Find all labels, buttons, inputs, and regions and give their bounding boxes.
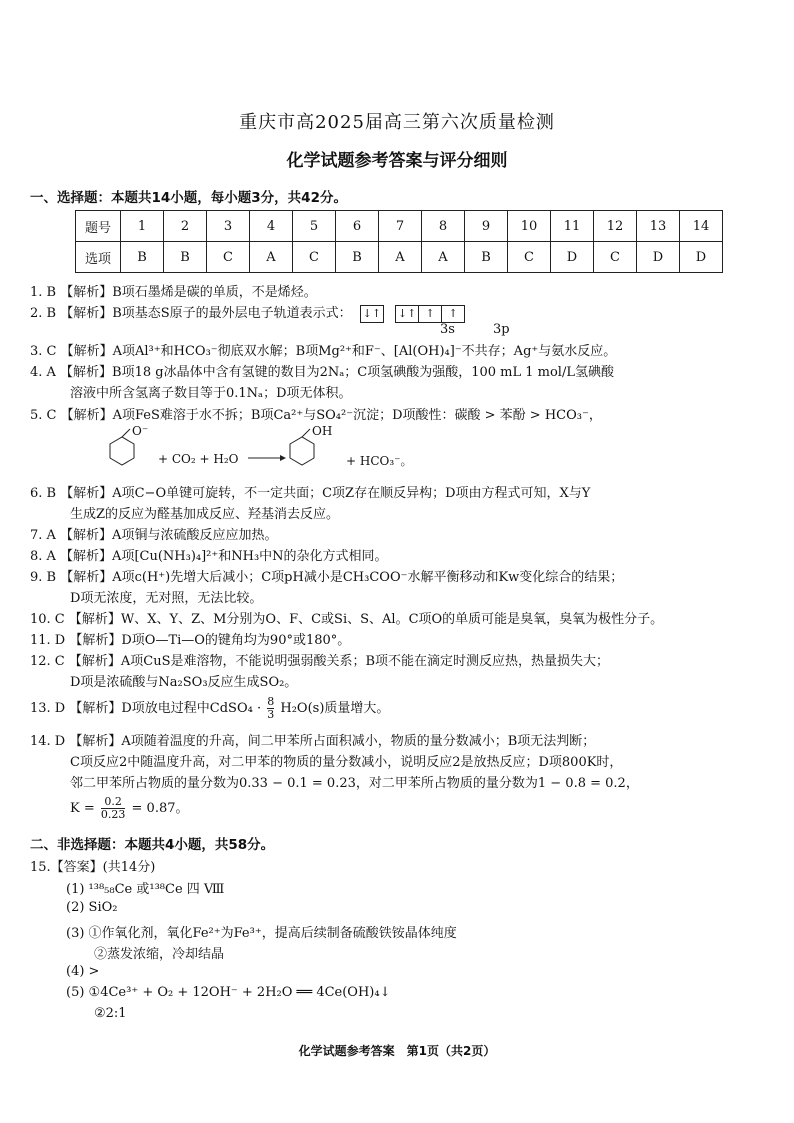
section2-heading: 二、非选择题：本题共4小题，共58分。 <box>30 837 275 853</box>
row-label: 题号 <box>76 211 121 242</box>
table-cell: D <box>637 242 680 273</box>
q15-title: 15.【答案】(共14分) <box>30 860 156 875</box>
table-cell: A <box>250 242 293 273</box>
table-cell: 6 <box>336 211 379 242</box>
answer-q12-line1: 12. C 【解析】A项CuS是难溶物，不能说明强弱酸关系；B项不能在滴定时测反应热，热量损失大； <box>30 654 610 669</box>
q15-part5a: (5) ①4Ce³⁺ + O₂ + 12OH⁻ + 2H₂O ══ 4Ce(OH)₄↓ <box>66 985 391 1000</box>
bond-line <box>302 429 310 437</box>
section1-heading: 一、选择题：本题共14小题，每小题3分，共42分。 <box>30 190 347 206</box>
q15-part3b: ②蒸发浓缩，冷却结晶 <box>94 947 225 962</box>
orbital-label-3s: 3s <box>440 322 455 337</box>
answer-q14-line1: 14. D 【解析】A项随着温度的升高，间二甲苯所占面积减小，物质的量分数减小；B项无法判断； <box>30 734 596 749</box>
table-cell: 1 <box>121 211 164 242</box>
table-cell: C <box>207 242 250 273</box>
fraction-denominator: 0.23 <box>100 808 126 821</box>
table-cell: A <box>379 242 422 273</box>
oh-label: OH <box>312 424 333 438</box>
answer-q7: 7. A 【解析】A项铜与浓硫酸反应应加热。 <box>30 528 278 543</box>
table-cell: 7 <box>379 211 422 242</box>
answer-q4-line2: 溶液中所含氢离子数目等于0.1Nₐ；D项无体积。 <box>70 386 352 401</box>
answer-q2-text: 2. B 【解析】B项基态S原子的最外层电子轨道表示式： <box>30 306 352 321</box>
table-cell: B <box>121 242 164 273</box>
table-cell: 12 <box>594 211 637 242</box>
fraction <box>267 696 274 721</box>
reaction-products: + HCO₃⁻。 <box>346 454 413 468</box>
answer-q13-post: H₂O(s)质量增大。 <box>280 701 390 716</box>
table-cell: C <box>594 242 637 273</box>
row-label: 选项 <box>76 242 121 273</box>
answer-q13 <box>30 696 389 721</box>
k-label: K = <box>70 801 95 816</box>
page-title: 重庆市高2025届高三第六次质量检测 <box>239 112 555 133</box>
answer-q3: 3. C 【解析】A项Al³⁺和HCO₃⁻彻底双水解；B项Mg²⁺和F⁻、[Al(OH)₄]⁻不共存；Ag⁺与氨水反应。 <box>30 344 617 359</box>
answer-q4-line1: 4. A 【解析】B项18 g冰晶体中含有氢键的数目为2Nₐ；C项氢碘酸为强酸，100 mL 1 mol/L氢碘酸 <box>30 365 614 380</box>
answer-q9-line2: D项无浓度，无对照，无法比较。 <box>70 591 263 606</box>
benzene-ring-right <box>290 437 314 465</box>
table-cell: B <box>164 242 207 273</box>
answer-q2 <box>30 302 464 323</box>
table-cell: D <box>680 242 723 273</box>
table-cell: 14 <box>680 211 723 242</box>
fraction-numerator: 8 <box>267 695 275 708</box>
q15-part2: (2) SiO₂ <box>66 900 118 915</box>
table-row-numbers <box>76 211 723 242</box>
table-cell: 3 <box>207 211 250 242</box>
table-cell: 11 <box>551 211 594 242</box>
table-cell: C <box>508 242 551 273</box>
answer-q1: 1. B 【解析】B项石墨烯是碳的单质，不是烯烃。 <box>30 285 317 300</box>
answer-q5: 5. C 【解析】A项FeS难溶于水不拆；B项Ca²⁺与SO₄²⁻沉淀；D项酸性：碳酸 > 苯酚 > HCO₃⁻， <box>30 408 602 423</box>
answer-q11: 11. D 【解析】D项O—Ti—O的键角均为90°或180°。 <box>30 633 351 648</box>
q15-part4: (4) > <box>66 964 100 979</box>
answer-q14-k <box>70 796 189 821</box>
answer-table <box>75 210 723 273</box>
q15-part1: (1) ¹³⁸₅₈Ce 或¹³⁸Ce 四 Ⅷ <box>66 882 225 897</box>
answer-q9-line1: 9. B 【解析】A项c(H⁺)先增大后减小；C项pH减小是CH₃COO⁻水解平衡移动和Kw变化综合的结果； <box>30 570 624 585</box>
table-cell: D <box>551 242 594 273</box>
page-footer: 化学试题参考答案 第1页（共2页） <box>298 1044 496 1058</box>
answer-q6-line1: 6. B 【解析】A项C−O单键可旋转，不一定共面；C项Z存在顺反异构；D项由方程式可知，X与Y <box>30 486 591 501</box>
table-cell: 9 <box>465 211 508 242</box>
table-cell: 13 <box>637 211 680 242</box>
bond-line <box>122 429 130 437</box>
table-row-answers <box>76 242 723 273</box>
arrow-head <box>280 455 286 461</box>
table-cell: B <box>465 242 508 273</box>
table-cell: 10 <box>508 211 551 242</box>
benzene-ring-left <box>110 437 134 465</box>
answer-q10: 10. C 【解析】W、X、Y、Z、M分别为O、F、C或Si、S、Al。C项O的单质可能是臭氧，臭氧为极性分子。 <box>30 612 664 627</box>
answer-q6-line2: 生成Z的反应为醛基加成反应、羟基消去反应。 <box>70 507 340 522</box>
orbital-box: ↓↑ <box>395 305 419 323</box>
table-cell: A <box>422 242 465 273</box>
k-result: = 0.87。 <box>131 801 189 816</box>
orbital-box: ↓↑ <box>360 305 384 323</box>
o-minus-label: O⁻ <box>132 424 149 438</box>
table-cell: B <box>336 242 379 273</box>
page-subtitle: 化学试题参考答案与评分细则 <box>286 151 508 171</box>
q15-part3a: (3) ①作氧化剂，氧化Fe²⁺为Fe³⁺，提高后续制备硫酸铁铵晶体纯度 <box>66 926 457 941</box>
orbital-box: ↑ <box>418 305 442 323</box>
answer-q8: 8. A 【解析】A项[Cu(NH₃)₄]²⁺和NH₃中N的杂化方式相同。 <box>30 549 388 564</box>
reaction-reactants: + CO₂ + H₂O <box>158 452 239 466</box>
answer-q12-line2: D项是浓硫酸与Na₂SO₃反应生成SO₂。 <box>70 675 298 690</box>
orbital-label-3p: 3p <box>493 322 510 337</box>
table-cell: 8 <box>422 211 465 242</box>
orbital-box: ↑ <box>441 305 465 323</box>
answer-q13-pre: 13. D 【解析】D项放电过程中CdSO₄ · <box>30 701 262 716</box>
table-cell: 4 <box>250 211 293 242</box>
answer-q14-line2: C项反应2中随温度升高，对二甲苯的物质的量分数减小，说明反应2是放热反应；D项800K时， <box>70 755 623 770</box>
table-cell: 2 <box>164 211 207 242</box>
fraction-denominator: 3 <box>267 708 275 721</box>
fraction <box>101 796 126 821</box>
answer-q14-line3: 邻二甲苯所占物质的量分数为0.33 − 0.1 = 0.23，对二甲苯所占物质的量分数为1 − 0.8 = 0.2， <box>70 776 639 791</box>
fraction-numerator: 0.2 <box>104 795 122 808</box>
orbital-diagram <box>360 306 464 321</box>
table-cell: C <box>293 242 336 273</box>
table-cell: 5 <box>293 211 336 242</box>
q15-part5b: ②2:1 <box>94 1006 127 1021</box>
